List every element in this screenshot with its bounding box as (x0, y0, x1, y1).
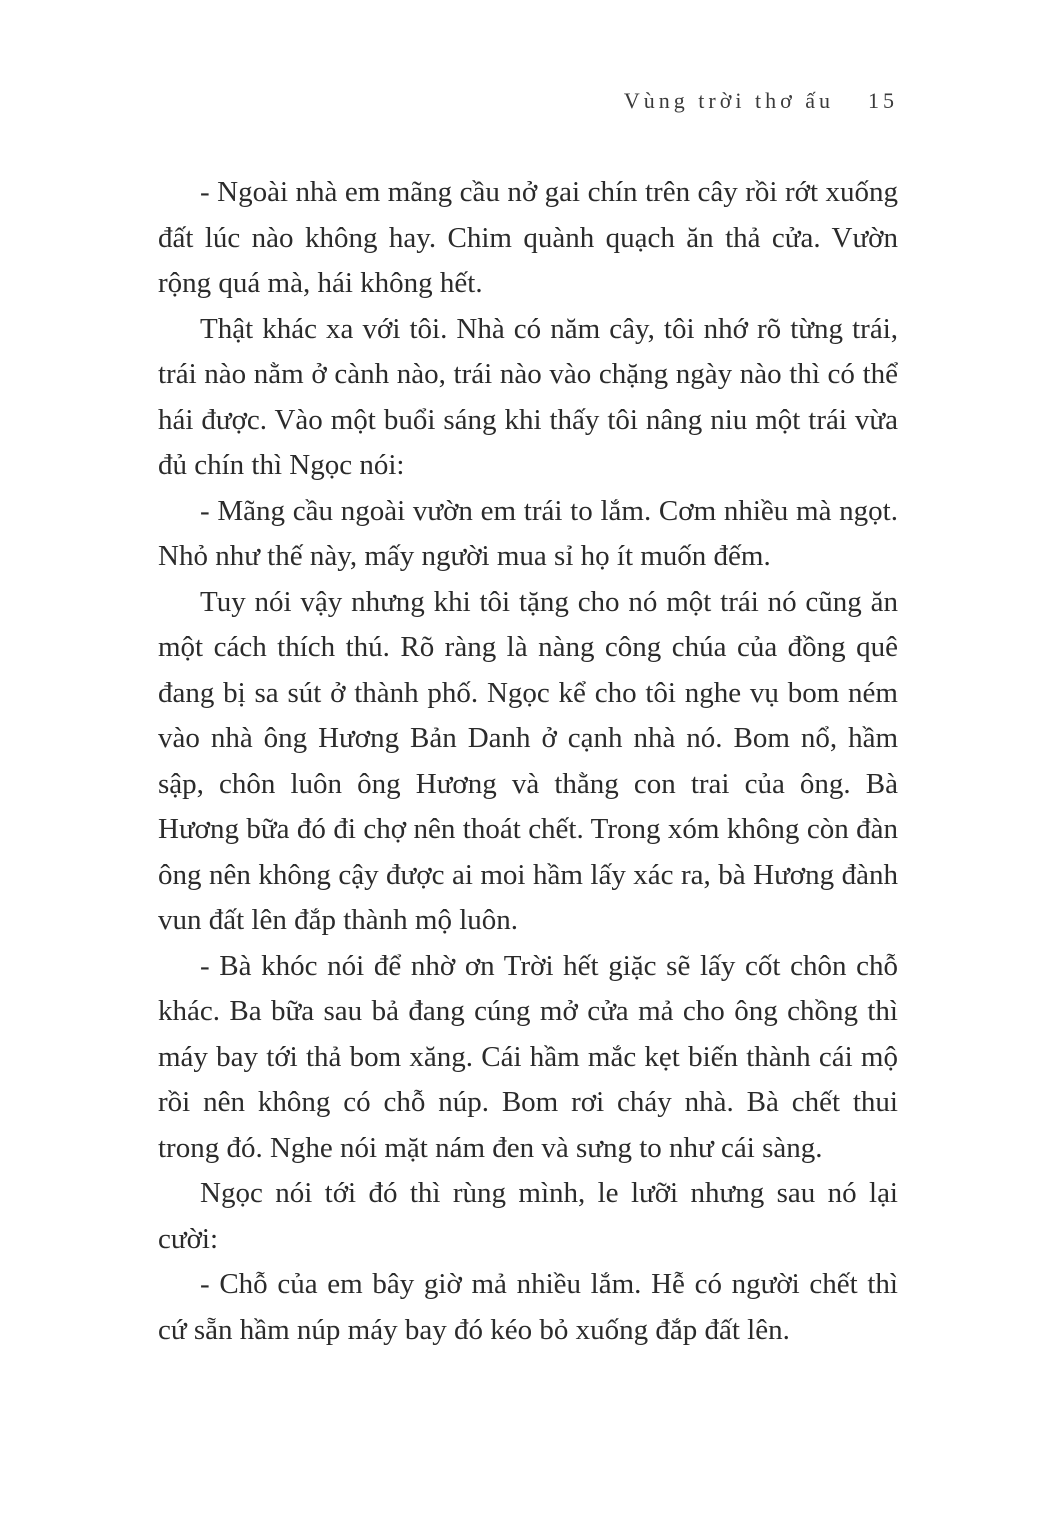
paragraph: Ngọc nói tới đó thì rùng mình, le lưỡi nhưng sau nó lại cười: (158, 1177, 898, 1255)
paragraph: - Mãng cầu ngoài vườn em trái to lắm. Cơm nhiều mà ngọt. Nhỏ như thế này, mấy người mua sỉ họ ít muốn đếm. (158, 494, 898, 572)
paragraph: Tuy nói vậy nhưng khi tôi tặng cho nó một trái nó cũng ăn một cách thích thú. Rõ ràng là nàng công chúa của đồng quê đang bị sa sút ở thành phố. Ngọc kể cho tôi nghe vụ bom ném vào nhà ông Hương Bản Danh ở cạnh nhà nó. Bom nổ, hầm sập, chôn luôn ông Hương và thằng con trai của ông. Bà Hương bữa đó đi chợ nên thoát chết. Trong xóm không còn đàn ông nên không cậy được ai moi hầm lấy xác ra, bà Hương đành vun đất lên đắp thành mộ luôn. (158, 585, 898, 936)
paragraph: Thật khác xa với tôi. Nhà có năm cây, tôi nhớ rõ từng trái, trái nào nằm ở cành nào, trái nào vào chặng ngày nào thì có thể hái được. Vào một buổi sáng khi thấy tôi nâng niu một trái vừa đủ chín thì Ngọc nói: (158, 312, 898, 481)
chapter-title: Vùng trời thơ ấu (623, 88, 834, 113)
body-text (158, 170, 898, 1353)
paragraph: - Ngoài nhà em mãng cầu nở gai chín trên cây rồi rớt xuống đất lúc nào không hay. Chim quành quạch ăn thả cửa. Vườn rộng quá mà, hái không hết. (158, 176, 898, 299)
page-number: 15 (868, 88, 898, 113)
paragraph: - Bà khóc nói để nhờ ơn Trời hết giặc sẽ lấy cốt chôn chỗ khác. Ba bữa sau bả đang cúng mở cửa mả cho ông chồng thì máy bay tới thả bom xăng. Cái hầm mắc kẹt biến thành cái mộ rồi nên không có chỗ núp. Bom rơi cháy nhà. Bà chết thui trong đó. Nghe nói mặt nám đen và sưng to như cái sàng. (158, 949, 898, 1164)
paragraph: - Chỗ của em bây giờ mả nhiều lắm. Hễ có người chết thì cứ sẵn hầm núp máy bay đó kéo bỏ xuống đắp đất lên. (158, 1268, 898, 1346)
running-header (624, 88, 898, 114)
